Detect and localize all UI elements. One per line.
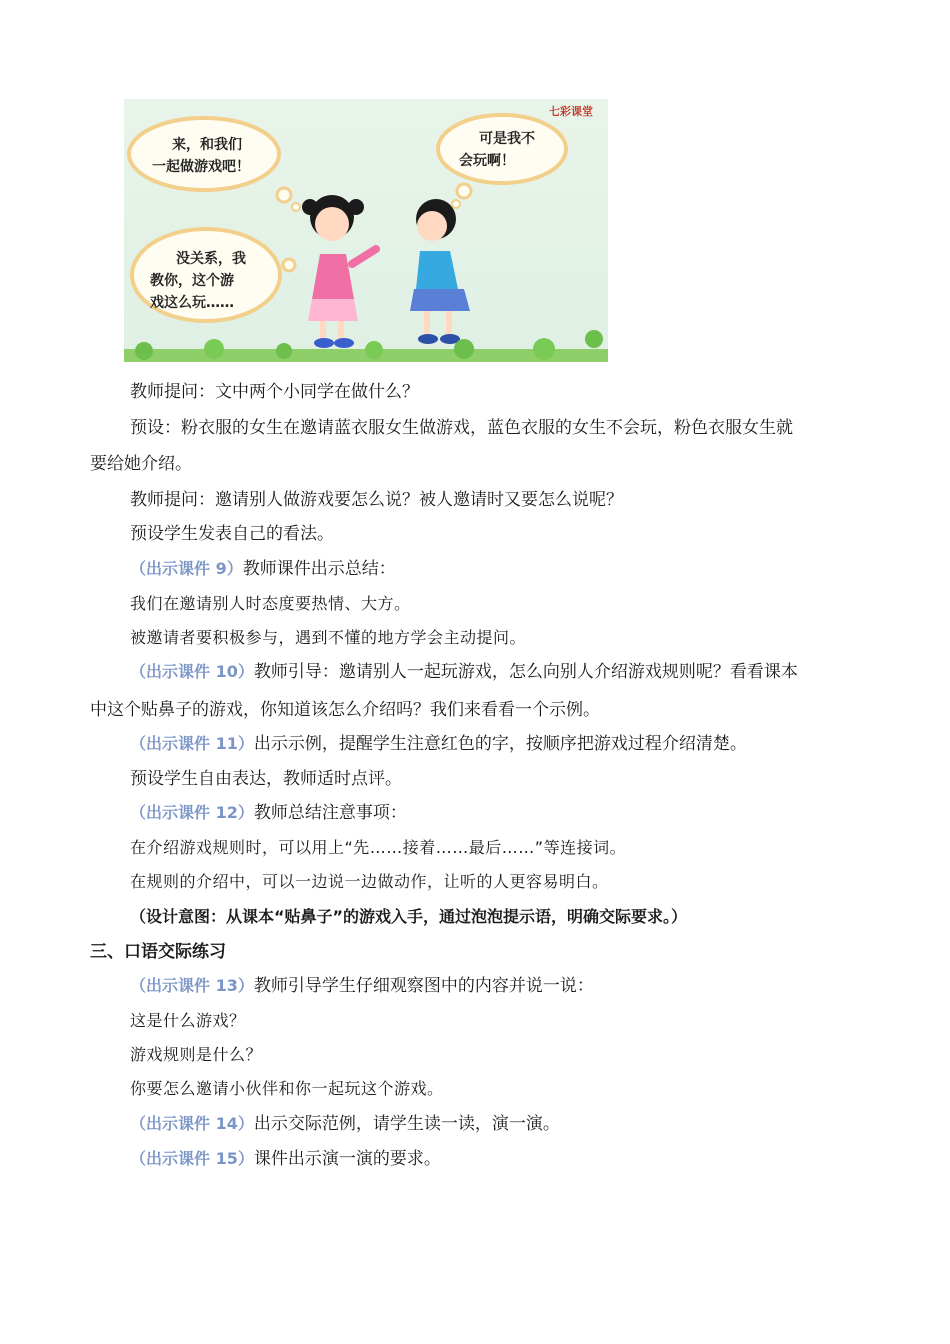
courseware-15-tag: （出示课件 15） [130,1149,254,1168]
note-line-2: 在规则的介绍中，可以一边说一边做动作，让听的人更容易明白。 [130,872,609,891]
courseware-12-text: 教师总结注意事项： [253,803,407,823]
courseware-10-text-cont: 中这个贴鼻子的游戏，你知道该怎么介绍吗？我们来看看一个示例。 [90,700,600,720]
courseware-10-tag: （出示课件 10） [130,662,254,681]
speech-bubble-reply [438,115,566,208]
speech-bubble-explain [132,229,295,321]
note-line-1: 在介绍游戏规则时，可以用上“先……接着……最后……”等连接词。 [130,838,627,857]
bubble-explain-line3: 戏这么玩…… [150,295,234,311]
preset-free-expression: 预设学生自由表达，教师适时点评。 [130,769,402,789]
courseware-15-text: 课件出示演一演的要求。 [253,1149,441,1169]
bubble-explain-line2: 教你，这个游 [150,273,234,289]
preset-student-views: 预设学生发表自己的看法。 [130,524,334,544]
courseware-13-text: 教师引导学生仔细观察图中的内容并说一说： [253,976,594,996]
question-line-2: 游戏规则是什么？ [130,1045,263,1064]
bubble-invite-line2: 一起做游戏吧！ [152,159,250,175]
teacher-question-1: 教师提问：文中两个小同学在做什么？ [130,382,419,402]
summary-line-1: 我们在邀请别人时态度要热情、大方。 [130,594,411,613]
question-line-1: 这是什么游戏？ [130,1011,246,1030]
summary-line-2: 被邀请者要积极参与，遇到不懂的地方学会主动提问。 [130,628,527,647]
courseware-13-tag: （出示课件 13） [130,976,254,995]
design-intent: （设计意图：从课本“贴鼻子”的游戏入手，通过泡泡提示语，明确交际要求。） [130,907,688,926]
courseware-10-text: 教师引导：邀请别人一起玩游戏，怎么向别人介绍游戏规则呢？看看课本 [253,662,798,682]
bubble-reply-line1: 可是我不 [479,131,535,147]
courseware-14-tag: （出示课件 14） [130,1114,254,1133]
grass-decoration [124,330,608,362]
courseware-9-row [90,557,910,581]
courseware-11-text: 出示示例，提醒学生注意红色的字，按顺序把游戏过程介绍清楚。 [253,734,747,754]
courseware-15-row [90,1147,910,1171]
teacher-question-2: 教师提问：邀请别人做游戏要怎么说？被人邀请时又要怎么说呢？ [130,490,623,510]
courseware-14-text: 出示交际范例，请学生读一读，演一演。 [253,1114,560,1134]
illustration-panel [124,99,608,362]
courseware-10-row [90,660,910,684]
courseware-9-text: 教师课件出示总结： [242,559,396,579]
courseware-9-tag: （出示课件 9） [130,559,243,578]
courseware-11-row [90,732,910,756]
girl-blue-illustration [410,199,470,344]
section-heading-3: 三、口语交际练习 [90,942,226,962]
bubble-explain-line1: 没关系，我 [176,251,246,267]
bubble-reply-line2: 会玩啊！ [459,153,515,169]
girl-pink-illustration [302,195,376,348]
preset-answer-line1: 预设：粉衣服的女生在邀请蓝衣服女生做游戏，蓝色衣服的女生不会玩，粉色衣服女生就 [130,418,793,438]
speech-bubble-invite [129,118,300,211]
courseware-14-row [90,1112,910,1136]
bubble-invite-line1: 来，和我们 [172,137,242,153]
logo-text: 七彩课堂 [549,105,593,118]
courseware-13-row [90,974,910,998]
preset-answer-line2: 要给她介绍。 [90,454,192,474]
question-line-3: 你要怎么邀请小伙伴和你一起玩这个游戏。 [130,1079,444,1098]
courseware-11-tag: （出示课件 11） [130,734,254,753]
courseware-12-tag: （出示课件 12） [130,803,254,822]
courseware-12-row [90,801,910,825]
